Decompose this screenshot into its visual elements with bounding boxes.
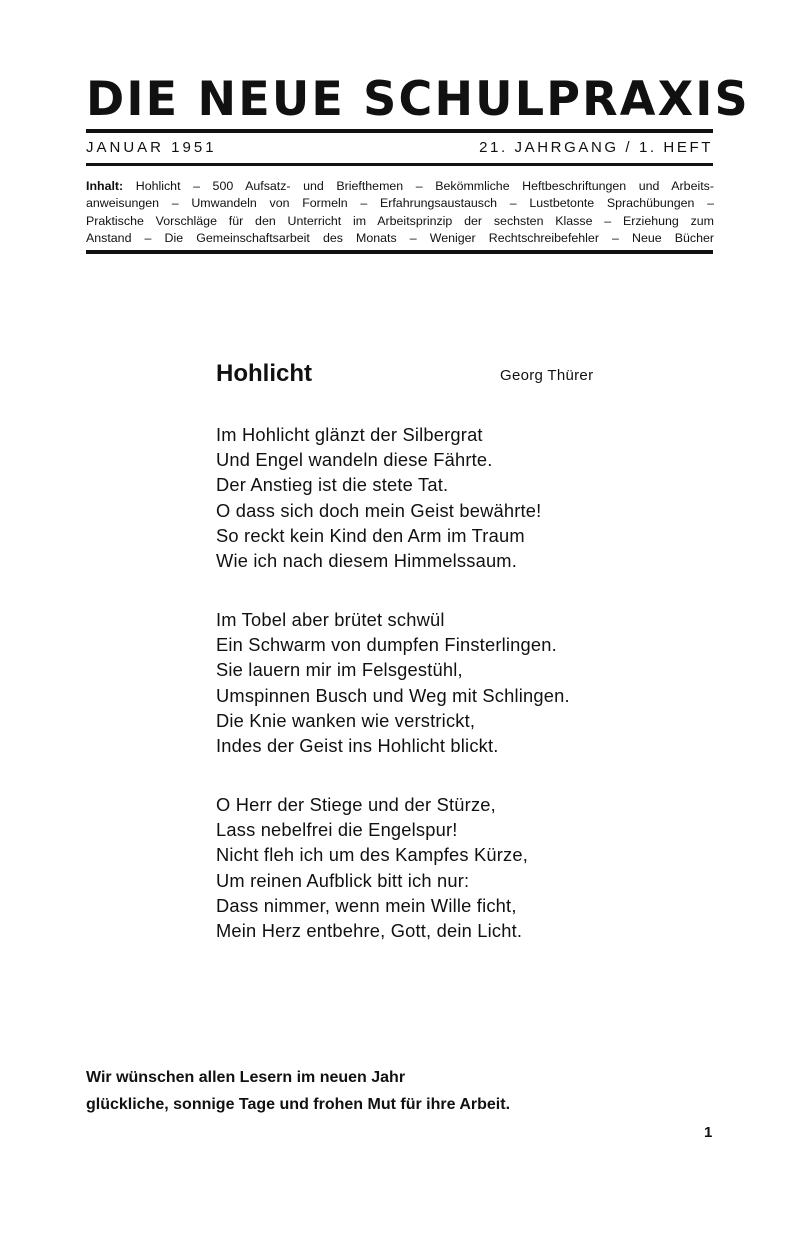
poem-stanza-2 bbox=[216, 607, 570, 758]
toc-label: Inhalt: bbox=[86, 179, 124, 193]
toc-line: Inhalt: Hohlicht – 500 Aufsatz- und Briefthemen – Bekömmliche Heftbeschriftungen und Arbeits- bbox=[86, 179, 714, 193]
poem-line: Der Anstieg ist die stete Tat. bbox=[216, 474, 449, 496]
greeting-line: Wir wünschen allen Lesern im neuen Jahr bbox=[86, 1069, 406, 1086]
poem-line: Mein Herz entbehre, Gott, dein Licht. bbox=[216, 920, 523, 942]
poem-line: Lass nebelfrei die Engelspur! bbox=[216, 819, 458, 841]
poem-line: O Herr der Stiege und der Stürze, bbox=[216, 794, 496, 815]
table-of-contents bbox=[86, 178, 714, 247]
poem-line: Um reinen Aufblick bitt ich nur: bbox=[216, 869, 470, 891]
poem-stanza-1 bbox=[216, 422, 541, 573]
page-number: 1 bbox=[704, 1124, 713, 1141]
toc-line: Anstand – Die Gemeinschaftsarbeit des Monats – Weniger Rechtschreibefehler – Neue Bücher bbox=[86, 230, 714, 245]
poem-line: Indes der Geist ins Hohlicht blickt. bbox=[216, 735, 499, 757]
poem-line: Sie lauern mir im Felsgestühl, bbox=[216, 659, 463, 681]
poem-line: Umspinnen Busch und Weg mit Schlingen. bbox=[216, 684, 570, 706]
header-rule-top bbox=[86, 129, 713, 133]
header-rule-bottom bbox=[86, 250, 713, 254]
toc-line: Praktische Vorschläge für den Unterricht im Arbeitsprinzip der sechsten Klasse – Erziehung zum bbox=[86, 213, 714, 228]
new-year-greeting bbox=[86, 1064, 510, 1118]
greeting-line: glückliche, sonnige Tage und frohen Mut für ihre Arbeit. bbox=[86, 1096, 511, 1113]
poem-line: Im Hohlicht glänzt der Silbergrat bbox=[216, 424, 483, 445]
poem-line: Wie ich nach diesem Himmelssaum. bbox=[216, 550, 518, 572]
poem-line: So reckt kein Kind den Arm im Traum bbox=[216, 524, 525, 546]
poem-author: Georg Thürer bbox=[500, 367, 594, 384]
poem-line: Im Tobel aber brütet schwül bbox=[216, 609, 445, 630]
issue-volume: 21. JAHRGANG / 1. HEFT bbox=[479, 139, 713, 156]
header-rule-middle bbox=[86, 163, 713, 166]
poem-line: O dass sich doch mein Geist bewährte! bbox=[216, 499, 542, 521]
poem-line: Ein Schwarm von dumpfen Finsterlingen. bbox=[216, 634, 557, 656]
poem-line: Und Engel wandeln diese Fährte. bbox=[216, 449, 493, 471]
poem-stanza-3 bbox=[216, 792, 528, 943]
issue-date: JANUAR 1951 bbox=[86, 139, 217, 156]
poem-line: Die Knie wanken wie verstrickt, bbox=[216, 709, 476, 731]
poem-title: Hohlicht bbox=[216, 360, 312, 387]
poem-line: Dass nimmer, wenn mein Wille ficht, bbox=[216, 894, 517, 916]
masthead-title: DIE NEUE SCHULPRAXIS bbox=[86, 72, 750, 127]
toc-line: anweisungen – Umwandeln von Formeln – Erfahrungsaustausch – Lustbetonte Sprachübungen – bbox=[86, 196, 714, 211]
poem-line: Nicht fleh ich um des Kampfes Kürze, bbox=[216, 844, 529, 866]
